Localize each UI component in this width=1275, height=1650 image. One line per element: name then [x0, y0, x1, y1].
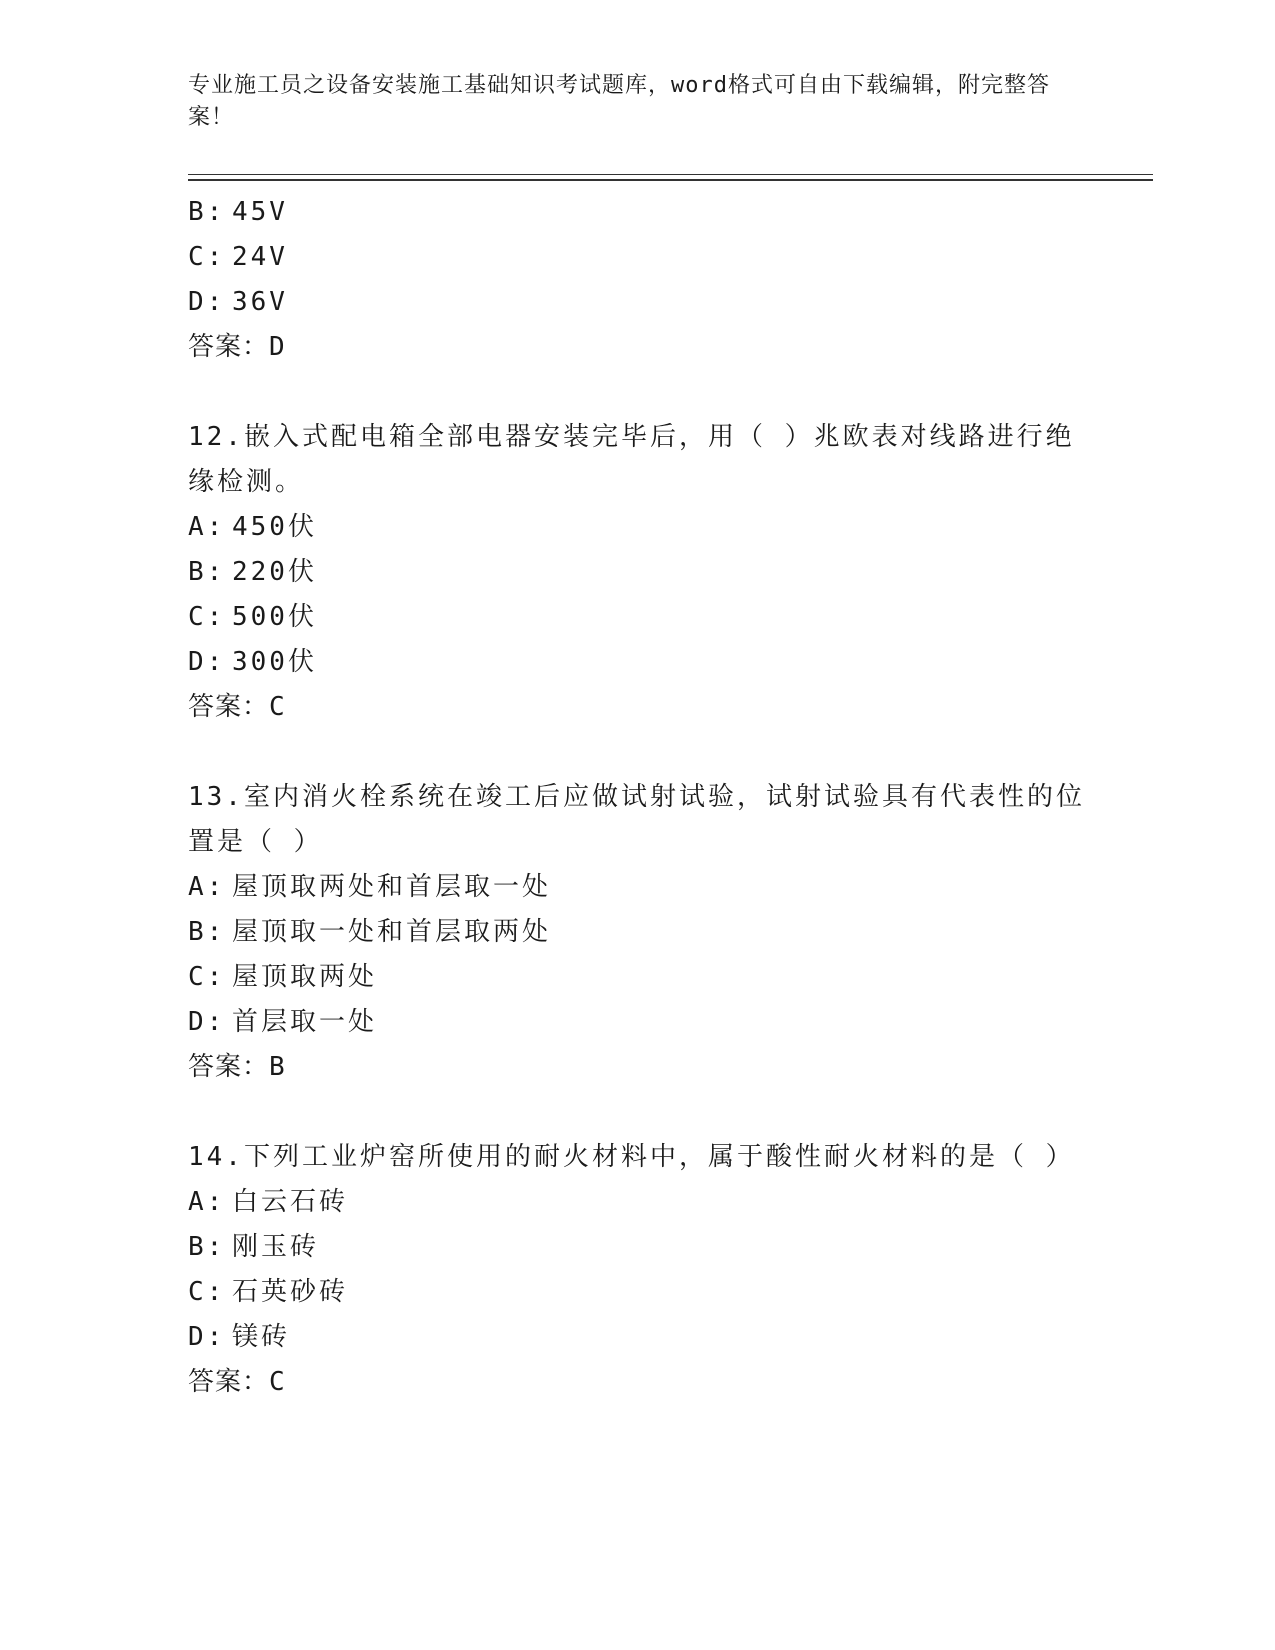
option-b [188, 190, 1088, 235]
option-text: 石英砂砖 [232, 1277, 349, 1307]
option-letter: C: [188, 242, 226, 272]
option-letter: D: [188, 647, 226, 677]
option-text: 屋顶取两处 [232, 962, 378, 992]
option-c [188, 1270, 1088, 1315]
option-a [188, 865, 1088, 910]
option-text: 镁砖 [232, 1322, 291, 1352]
question-list [188, 190, 1088, 1405]
document-header: 专业施工员之设备安装施工基础知识考试题库，word格式可自由下载编辑，附完整答案！ [188, 73, 1050, 130]
option-text: 刚玉砖 [232, 1232, 320, 1262]
option-text: 36V [232, 287, 288, 317]
option-text: 500伏 [232, 602, 317, 632]
option-text: 45V [232, 197, 288, 227]
option-text: 300伏 [232, 647, 317, 677]
option-letter: C: [188, 602, 226, 632]
option-letter: C: [188, 962, 226, 992]
question-block [188, 1135, 1088, 1405]
option-letter: A: [188, 512, 226, 542]
question-stem-line: 12.嵌入式配电箱全部电器安装完毕后，用（ ）兆欧表对线路进行绝 [188, 422, 1075, 452]
option-b [188, 910, 1088, 955]
question-stem-line: 缘检测。 [188, 467, 305, 497]
option-letter: A: [188, 1187, 226, 1217]
option-text: 屋顶取一处和首层取两处 [232, 917, 552, 947]
option-c [188, 595, 1088, 640]
option-d [188, 1315, 1088, 1360]
option-letter: D: [188, 1007, 226, 1037]
option-text: 220伏 [232, 557, 317, 587]
option-d [188, 1000, 1088, 1045]
option-letter: C: [188, 1277, 226, 1307]
option-text: 首层取一处 [232, 1007, 378, 1037]
option-letter: B: [188, 197, 226, 227]
option-letter: A: [188, 872, 226, 902]
option-text: 450伏 [232, 512, 317, 542]
option-c [188, 235, 1088, 280]
question-stem-line: 置是（ ） [188, 827, 323, 857]
option-letter: D: [188, 287, 226, 317]
option-letter: B: [188, 1232, 226, 1262]
option-a [188, 1180, 1088, 1225]
question-block [188, 415, 1088, 730]
option-d [188, 640, 1088, 685]
option-text: 24V [232, 242, 288, 272]
answer-line: 答案：B [188, 1052, 286, 1082]
header-divider-thick [188, 179, 1153, 181]
header-divider-thin [188, 174, 1153, 175]
answer-line: 答案：C [188, 1367, 286, 1397]
option-d [188, 280, 1088, 325]
question-block [188, 775, 1088, 1090]
option-text: 屋顶取两处和首层取一处 [232, 872, 552, 902]
question-block [188, 190, 1088, 370]
option-a [188, 505, 1088, 550]
option-letter: D: [188, 1322, 226, 1352]
option-b [188, 550, 1088, 595]
question-stem-line: 14.下列工业炉窑所使用的耐火材料中，属于酸性耐火材料的是（ ） [188, 1142, 1075, 1172]
option-letter: B: [188, 557, 226, 587]
answer-line: 答案：C [188, 692, 286, 722]
answer-line: 答案：D [188, 332, 286, 362]
question-stem-line: 13.室内消火栓系统在竣工后应做试射试验，试射试验具有代表性的位 [188, 782, 1085, 812]
option-c [188, 955, 1088, 1000]
option-text: 白云石砖 [232, 1187, 349, 1217]
option-b [188, 1225, 1088, 1270]
option-letter: B: [188, 917, 226, 947]
